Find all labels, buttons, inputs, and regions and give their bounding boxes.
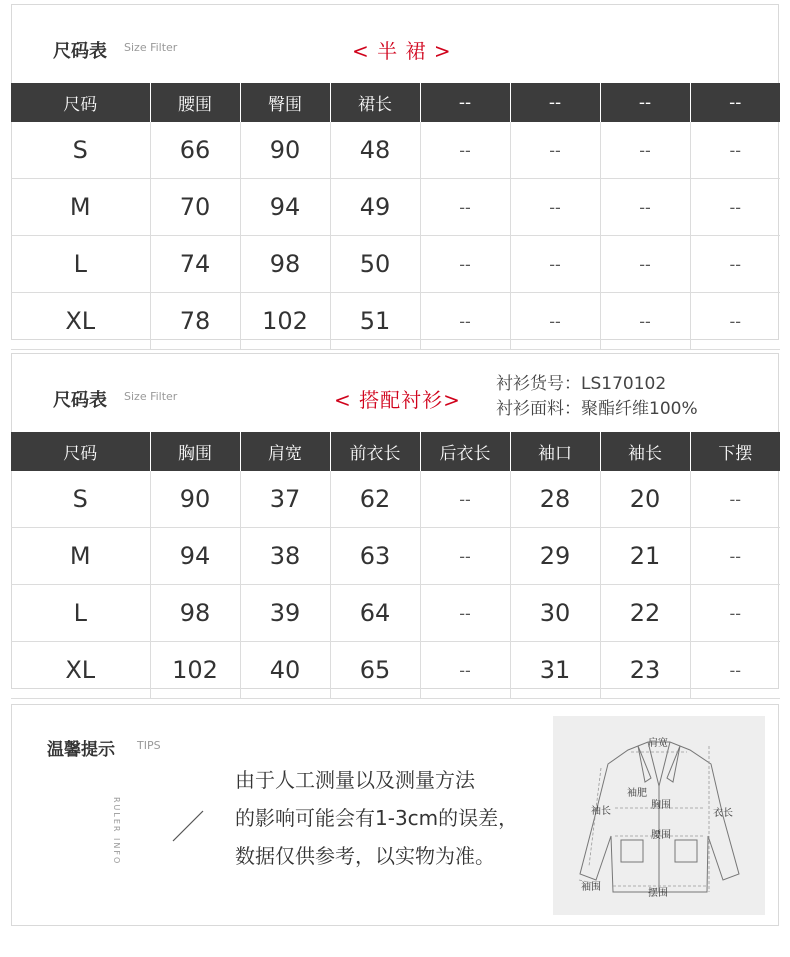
section-header (12, 354, 778, 432)
label-shoulder: 肩宽 (648, 738, 668, 749)
measurement-cell: -- (600, 293, 690, 350)
table-row (11, 642, 780, 699)
measurement-cell: 62 (330, 471, 420, 528)
measurement-cell: -- (690, 585, 780, 642)
size-cell: L (11, 236, 150, 293)
size-cell: S (11, 122, 150, 179)
tips-line: 的影响可能会有1-3cm的误差， (235, 806, 519, 830)
column-header: 袖长 (600, 432, 690, 471)
measurement-cell: 70 (150, 179, 240, 236)
measurement-cell: -- (420, 585, 510, 642)
tips-line: 数据仅供参考，以实物为准。 (235, 844, 495, 868)
measurement-cell: 51 (330, 293, 420, 350)
column-header: 尺码 (11, 83, 150, 122)
column-header: 后衣长 (420, 432, 510, 471)
measurement-cell: -- (690, 293, 780, 350)
label-waist: 腰围 (651, 830, 671, 841)
table-header-row (11, 432, 780, 471)
measurement-cell: -- (420, 471, 510, 528)
section-subtitle: Size Filter (124, 41, 178, 54)
table-row (11, 471, 780, 528)
table-row (11, 585, 780, 642)
measurement-cell: 102 (150, 642, 240, 699)
measurement-cell: -- (690, 179, 780, 236)
shirt-item-number: 衬衫货号：LS170102 (496, 374, 667, 394)
ruler-info-label: RULER INFO (112, 797, 121, 866)
measurement-cell: 74 (150, 236, 240, 293)
measurement-cell: -- (600, 122, 690, 179)
size-cell: M (11, 528, 150, 585)
measurement-cell: 94 (150, 528, 240, 585)
product-name: < 半 裙 > (352, 39, 452, 63)
measurement-cell: -- (690, 236, 780, 293)
measurement-cell: 23 (600, 642, 690, 699)
measurement-cell: 98 (150, 585, 240, 642)
measurement-cell: -- (690, 471, 780, 528)
measurement-cell: 21 (600, 528, 690, 585)
measurement-cell: 48 (330, 122, 420, 179)
column-header: 裙长 (330, 83, 420, 122)
size-cell: L (11, 585, 150, 642)
measurement-cell: -- (420, 236, 510, 293)
measurement-cell: -- (510, 236, 600, 293)
measurement-cell: 50 (330, 236, 420, 293)
tips-text (235, 761, 518, 875)
column-header: 腰围 (150, 83, 240, 122)
section-subtitle: Size Filter (124, 390, 178, 403)
slash-divider-icon (169, 805, 209, 845)
measurement-cell: -- (420, 642, 510, 699)
measurement-cell: 102 (240, 293, 330, 350)
column-header: 袖口 (510, 432, 600, 471)
measurement-cell: -- (690, 122, 780, 179)
column-header: 肩宽 (240, 432, 330, 471)
measurement-cell: -- (420, 122, 510, 179)
table-row (11, 179, 780, 236)
label-cuff: 袖围 (581, 882, 601, 893)
label-sleeve-width: 袖肥 (627, 788, 647, 799)
measurement-cell: 65 (330, 642, 420, 699)
measurement-cell: 29 (510, 528, 600, 585)
size-cell: XL (11, 293, 150, 350)
measurement-cell: -- (690, 642, 780, 699)
column-header: 胸围 (150, 432, 240, 471)
column-header: 臀围 (240, 83, 330, 122)
skirt-size-section (11, 4, 779, 340)
measurement-cell: -- (600, 236, 690, 293)
column-header: -- (690, 83, 780, 122)
measurement-cell: -- (690, 528, 780, 585)
table-row (11, 528, 780, 585)
measurement-cell: 28 (510, 471, 600, 528)
label-length: 衣长 (713, 808, 733, 819)
measurement-cell: 64 (330, 585, 420, 642)
section-header (12, 5, 778, 83)
measurement-cell: 20 (600, 471, 690, 528)
measurement-cell: 90 (240, 122, 330, 179)
measurement-cell: 94 (240, 179, 330, 236)
tips-section (11, 704, 779, 926)
label-hem: 摆围 (648, 888, 668, 899)
table-row (11, 236, 780, 293)
measurement-cell: 90 (150, 471, 240, 528)
shirt-size-table (11, 432, 780, 699)
measurement-cell: -- (420, 293, 510, 350)
measurement-cell: 98 (240, 236, 330, 293)
skirt-size-table (11, 83, 780, 350)
measurement-cell: 63 (330, 528, 420, 585)
measurement-cell: -- (510, 122, 600, 179)
product-name: < 搭配衬衫> (334, 388, 461, 412)
measurement-cell: 66 (150, 122, 240, 179)
measurement-cell: 37 (240, 471, 330, 528)
table-header-row (11, 83, 780, 122)
measurement-cell: -- (510, 293, 600, 350)
measurement-cell: 38 (240, 528, 330, 585)
table-row (11, 122, 780, 179)
shirt-fabric: 衬衫面料：聚酯纤维100% (496, 399, 698, 419)
measurement-cell: 49 (330, 179, 420, 236)
measurement-cell: 40 (240, 642, 330, 699)
label-chest: 胸围 (651, 800, 671, 811)
size-cell: S (11, 471, 150, 528)
measurement-cell: 39 (240, 585, 330, 642)
column-header: 尺码 (11, 432, 150, 471)
column-header: -- (510, 83, 600, 122)
tips-title: 温馨提示 (47, 740, 115, 760)
measurement-cell: -- (510, 179, 600, 236)
column-header: -- (600, 83, 690, 122)
column-header: 下摆 (690, 432, 780, 471)
label-sleeve-length: 袖长 (591, 806, 611, 817)
tips-subtitle: TIPS (137, 739, 161, 752)
tips-line: 由于人工测量以及测量方法 (235, 768, 475, 792)
section-title: 尺码表 (53, 41, 107, 62)
measurement-cell: -- (420, 528, 510, 585)
measurement-cell: -- (600, 179, 690, 236)
measurement-diagram (553, 716, 765, 915)
measurement-cell: 22 (600, 585, 690, 642)
column-header: 前衣长 (330, 432, 420, 471)
measurement-cell: 78 (150, 293, 240, 350)
column-header: -- (420, 83, 510, 122)
shirt-size-section (11, 353, 779, 689)
size-cell: M (11, 179, 150, 236)
measurement-cell: -- (420, 179, 510, 236)
shirt-info (496, 372, 698, 422)
size-cell: XL (11, 642, 150, 699)
measurement-cell: 30 (510, 585, 600, 642)
table-row (11, 293, 780, 350)
section-title: 尺码表 (53, 390, 107, 411)
measurement-cell: 31 (510, 642, 600, 699)
